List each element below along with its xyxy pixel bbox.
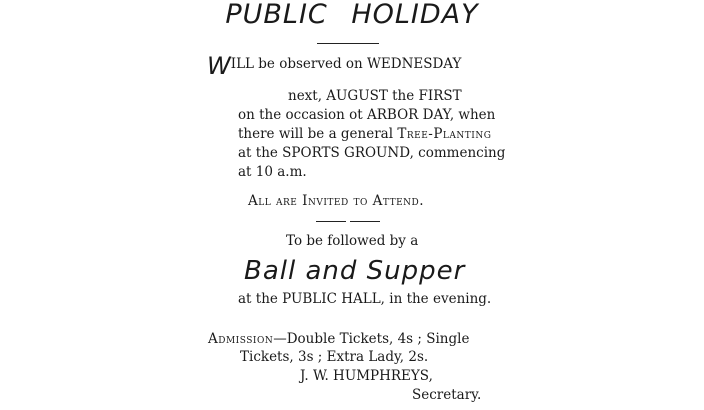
notice-advertisement <box>204 0 506 410</box>
announcement-line-2: next, AUGUST the FIRST <box>288 88 462 104</box>
notice-title: PUBLIC HOLIDAY <box>225 0 479 30</box>
admission-label: Admission <box>208 331 274 347</box>
section-divider-left <box>316 221 346 222</box>
followed-by-text: To be followed by a <box>286 233 419 249</box>
signatory-name: J. W. HUMPHREYS, <box>300 368 433 384</box>
announcement-line-5: at the SPORTS GROUND, commencing <box>238 145 506 161</box>
announcement-line-1-text: ILL be observed on WEDNESDAY <box>230 56 462 72</box>
section-divider-right <box>350 221 380 222</box>
announcement-line-3: on the occasion ot ARBOR DAY, when <box>238 107 496 123</box>
admission-prices: —Double Tickets, 4s ; Single <box>273 331 470 347</box>
announcement-line-6: at 10 a.m. <box>238 164 307 180</box>
admission-line-2: Tickets, 3s ; Extra Lady, 2s. <box>240 349 429 365</box>
invitation-text: All are Invited to Attend. <box>248 193 425 209</box>
title-divider <box>317 43 379 44</box>
drop-cap-letter: W <box>207 52 231 80</box>
admission-line <box>208 331 469 347</box>
announcement-line-4 <box>238 126 491 142</box>
ball-and-supper-heading: Ball and Supper <box>244 256 466 286</box>
announcement-line-4-text: there will be a general <box>238 126 398 142</box>
tree-planting-text: Tree-Planting <box>397 126 492 142</box>
announcement-line-1 <box>207 52 462 80</box>
signatory-title: Secretary. <box>412 387 482 403</box>
venue-text: at the PUBLIC HALL, in the evening. <box>238 291 492 307</box>
